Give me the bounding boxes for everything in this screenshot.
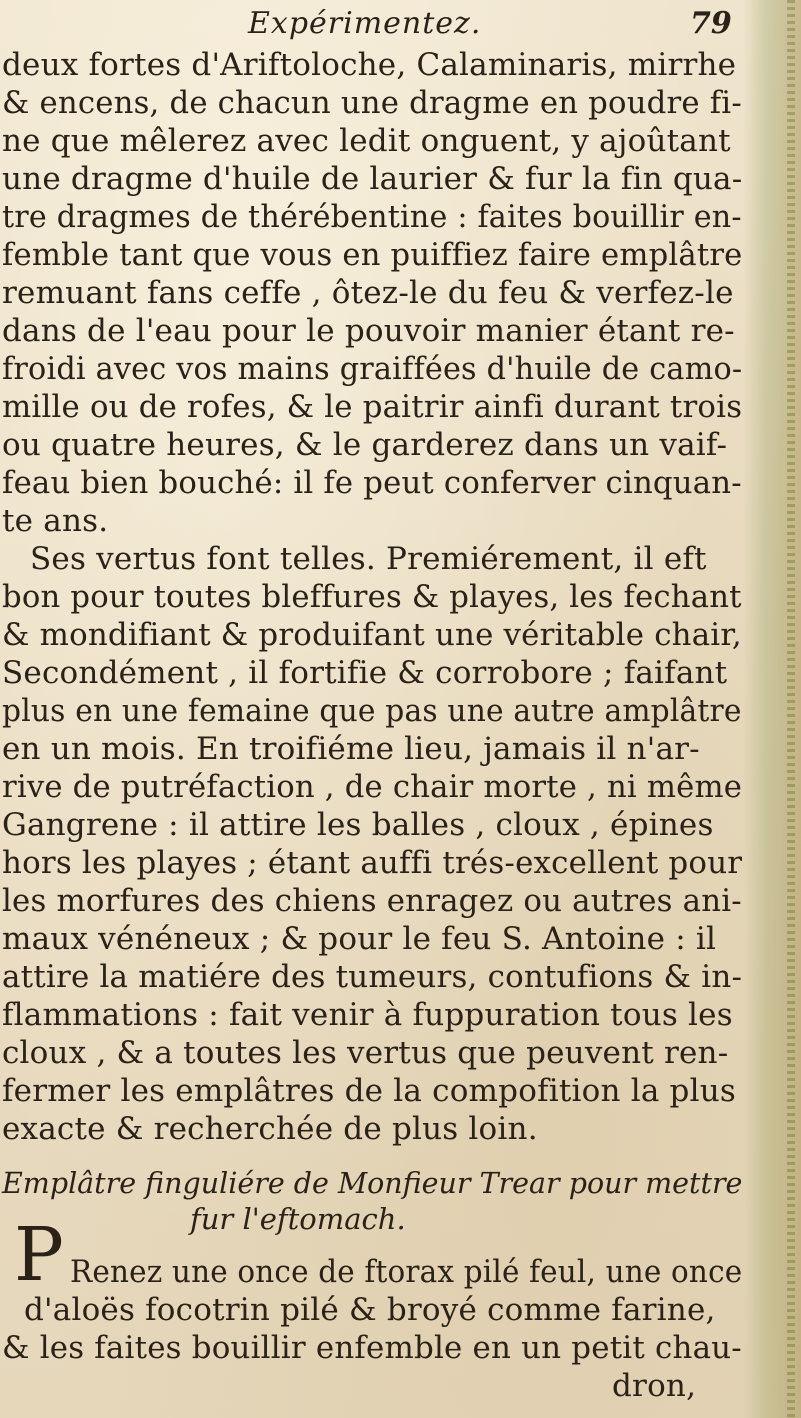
heading-line: fur l'eftomach.: [190, 1202, 406, 1236]
text-line: dans de l'eau pour le pouvoir manier étant re-: [2, 313, 735, 349]
text-line: remuant fans ceffe , ôtez-le du feu & verfez-le: [2, 275, 734, 311]
page-header: [0, 2, 745, 46]
heading-line: Emplâtre finguliére de Monfieur Trear pour mettre: [2, 1166, 743, 1200]
text-line: une dragme d'huile de laurier & fur la fin qua-: [2, 161, 743, 197]
drop-cap: P: [14, 1212, 64, 1298]
text-line: te ans.: [2, 503, 109, 539]
text-line: deux fortes d'Ariftoloche, Calaminaris, mirrhe: [2, 47, 737, 83]
page-number: 79: [690, 6, 732, 41]
text-line: Secondément , il fortifie & corrobore ; faifant: [2, 655, 728, 691]
text-line: d'aloës focotrin pilé & broyé comme farine,: [24, 1292, 716, 1328]
text-line: rive de putréfaction , de chair morte , ni même: [2, 769, 743, 805]
text-line: froidi avec vos mains graiffées d'huile de camo-: [2, 351, 743, 387]
text-line: ne que mêlerez avec ledit onguent, y ajoûtant: [2, 123, 731, 159]
page-edge: [787, 0, 795, 1418]
text-line: plus en une femaine que pas une autre amplâtre: [2, 693, 742, 729]
text-line: bon pour toutes bleffures & playes, les fechant: [2, 579, 742, 615]
text-line: Ses vertus font telles. Premiérement, il eft: [30, 541, 707, 577]
text-line: tre dragmes de thérébentine : faites bouillir en-: [2, 199, 742, 235]
text-line: les morfures des chiens enragez ou autres ani-: [2, 883, 742, 919]
text-line: Renez une once de ftorax pilé feul, une once: [70, 1254, 743, 1290]
text-line: ou quatre heures, & le garderez dans un vaif-: [2, 427, 728, 463]
text-line: & encens, de chacun une dragme en poudre fi-: [2, 85, 742, 121]
text-line: maux vénéneux ; & pour le feu S. Antoine : il: [2, 921, 717, 957]
text-line: feau bien bouché: il fe peut conferver cinquan-: [2, 465, 742, 501]
text-line: flammations : fait venir à fuppuration tous les: [2, 997, 733, 1033]
text-line: & les faites bouillir enfemble en un petit chau-: [2, 1330, 742, 1366]
text-line: femble tant que vous en puiffiez faire emplâtre: [2, 237, 743, 273]
running-title: Expérimentez.: [248, 6, 482, 41]
text-line: Gangrene : il attire les balles , cloux , épines: [2, 807, 714, 843]
catchword: dron,: [612, 1368, 697, 1404]
text-line: exacte & recherchée de plus loin.: [2, 1111, 538, 1147]
text-line: & mondifiant & produifant une véritable chair,: [2, 617, 742, 653]
text-line: attire la matiére des tumeurs, contufions & in-: [2, 959, 743, 995]
text-line: cloux , & a toutes les vertus que peuvent ren-: [2, 1035, 729, 1071]
text-line: mille ou de rofes, & le paitrir ainfi durant trois: [2, 389, 743, 425]
text-line: en un mois. En troifiéme lieu, jamais il n'ar-: [2, 731, 700, 767]
text-line: fermer les emplâtres de la compofition la plus: [2, 1073, 736, 1109]
text-line: hors les playes ; étant auffi trés-excellent pour: [2, 845, 743, 881]
